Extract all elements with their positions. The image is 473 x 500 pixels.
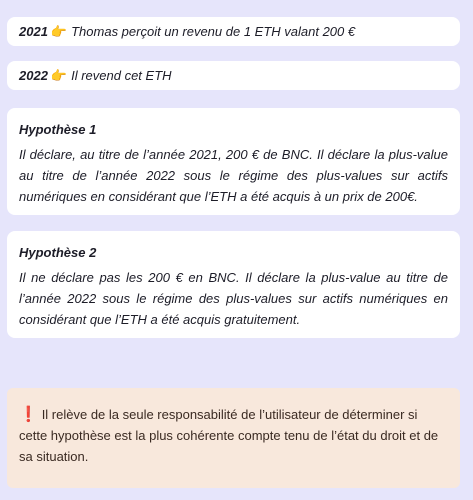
exclamation-icon: ❗: [19, 406, 38, 423]
hypothesis-title: Hypothèse 2: [19, 245, 97, 260]
year-label: 2021: [19, 24, 48, 39]
hypothesis-card-1: [7, 108, 460, 215]
warning-callout: [7, 388, 460, 488]
year-label: 2022: [19, 68, 48, 83]
timeline-text: Il revend cet ETH: [71, 68, 172, 83]
hypothesis-title: Hypothèse 1: [19, 122, 97, 137]
pointing-hand-icon: 👉: [50, 23, 68, 39]
timeline-text: Thomas perçoit un revenu de 1 ETH valant 200 €: [71, 24, 356, 39]
timeline-item-2022: [7, 61, 460, 90]
pointing-hand-icon: 👉: [50, 67, 68, 83]
timeline-item-2021: [7, 17, 460, 46]
hypothesis-card-2: [7, 231, 460, 338]
warning-text: Il relève de la seule responsabilité de l’utilisateur de déterminer si cette hypothèse est la plus cohérente compte tenu de l’état du droit et de sa situation.: [19, 407, 439, 464]
hypothesis-body: Il déclare, au titre de l’année 2021, 200 € de BNC. Il déclare la plus-value au titre de l’année 2022 sous le régime des plus-values sur actifs numériques en considérant que l’ETH a été acquis à un prix de 200€.: [19, 147, 448, 204]
hypothesis-body: Il ne déclare pas les 200 € en BNC. Il déclare la plus-value au titre de l’année 2022 sous le régime des plus-values sur actifs numériques en considérant que l’ETH a été acquis gratuitement.: [19, 270, 448, 327]
